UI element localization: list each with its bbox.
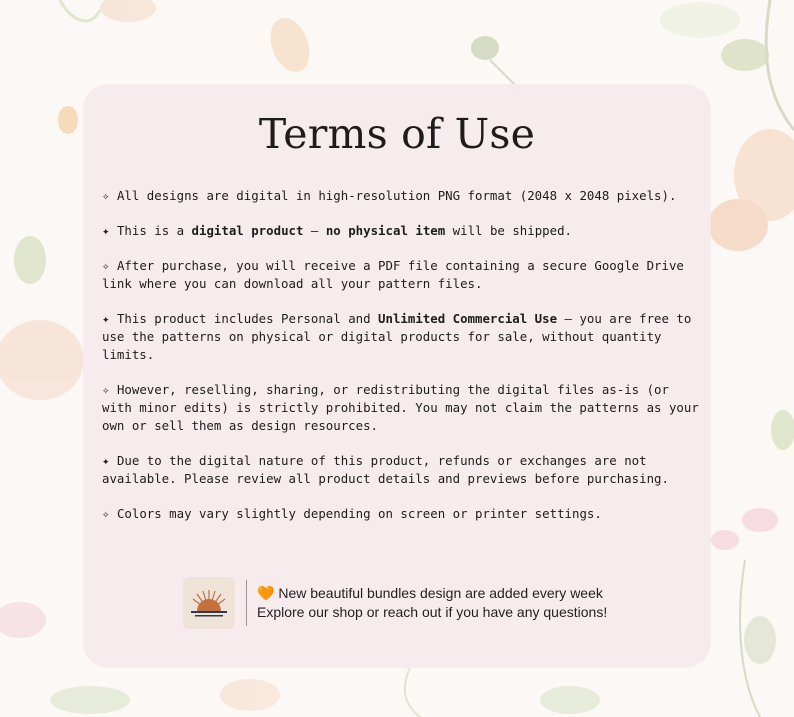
filled-sparkle-icon: ✦ — [102, 311, 110, 326]
term-text: This product includes Personal and — [116, 311, 379, 326]
term-text: After purchase, you will receive a PDF file containing a secure Google Drive link where you can download all your pattern files. — [102, 258, 684, 291]
term-text: — you are free to use the patterns on physical or digital products for sale, without quantity limits. — [102, 311, 692, 362]
term-text: will be shipped. — [445, 223, 573, 238]
page-title: Terms of Use — [258, 110, 536, 158]
outline-sparkle-icon: ✧ — [102, 506, 110, 521]
outline-sparkle-icon: ✧ — [102, 382, 110, 397]
footer-line-1-text: New beautiful bundles design are added every week — [278, 585, 603, 601]
shop-footer — [183, 577, 683, 629]
term-emphasis: Unlimited Commercial Use — [378, 311, 558, 326]
term-item — [102, 310, 702, 364]
term-item — [102, 381, 702, 435]
filled-sparkle-icon: ✦ — [102, 223, 110, 238]
footer-line-1 — [257, 584, 677, 603]
sunset-logo-icon — [183, 577, 235, 629]
term-text: Colors may vary slightly depending on screen or printer settings. — [116, 506, 602, 521]
heart-icon: 🧡 — [257, 585, 275, 601]
term-emphasis: digital product — [191, 223, 304, 238]
term-text: However, reselling, sharing, or redistributing the digital files as-is (or with minor edits) is strictly prohibited. You may not claim the patterns as your own or sell them as design resources. — [102, 382, 699, 433]
footer-text — [257, 584, 677, 622]
footer-divider — [246, 580, 247, 626]
term-emphasis: no physical item — [325, 223, 446, 238]
outline-sparkle-icon: ✧ — [102, 258, 110, 273]
shop-logo — [183, 577, 235, 629]
term-item — [102, 222, 702, 240]
filled-sparkle-icon: ✦ — [102, 453, 110, 468]
term-text: This is a — [116, 223, 192, 238]
term-item — [102, 257, 702, 293]
term-item — [102, 505, 702, 523]
term-item — [102, 187, 702, 205]
term-item — [102, 452, 702, 488]
term-text: Due to the digital nature of this product, refunds or exchanges are not available. Please review all product details and previews before purchasing. — [102, 453, 669, 486]
term-text: — — [303, 223, 326, 238]
terms-list — [102, 187, 702, 540]
outline-sparkle-icon: ✧ — [102, 188, 110, 203]
term-text: All designs are digital in high-resolution PNG format (2048 x 2048 pixels). — [116, 188, 677, 203]
footer-line-2: Explore our shop or reach out if you have any questions! — [257, 604, 608, 620]
